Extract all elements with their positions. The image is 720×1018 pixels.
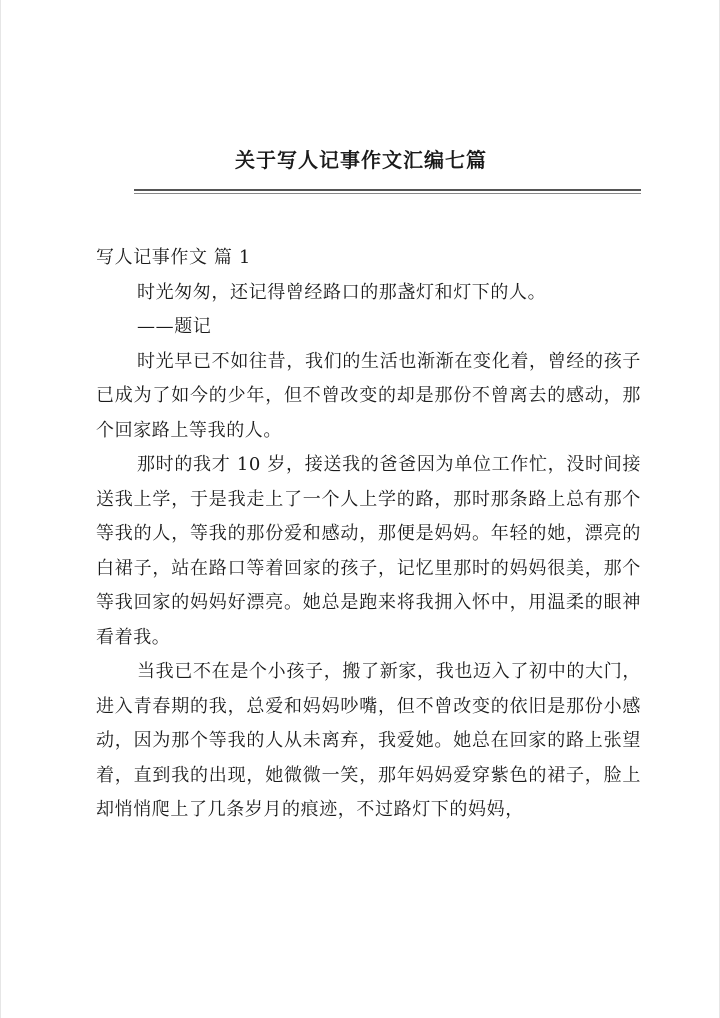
title-divider-thin [134, 193, 641, 194]
section-heading: 写人记事作文 篇 1 [96, 247, 251, 268]
paragraph: 时光早已不如往昔，我们的生活也渐渐在变化着，曾经的孩子已成为了如今的少年，但不曾改变的却是那份不曾离去的感动，那个回家路上等我的人。 [96, 350, 641, 441]
paragraph: 当我已不在是个小孩子，搬了新家，我也迈入了初中的大门，进入青春期的我，总爱和妈妈吵嘴，但不曾改变的依旧是那份小感动，因为那个等我的人从未离弃，我爱她。她总在回家的路上张望着，直到我的出现，她微微一笑，那年妈妈爱穿紫色的裙子，脸上却悄悄爬上了几条岁月的痕迹，不过路灯下的妈妈， [96, 661, 641, 820]
paragraph-epigraph-attribution: ——题记 [137, 316, 212, 337]
title-divider-thick [134, 189, 641, 191]
document-title: 关于写人记事作文汇编七篇 [235, 148, 487, 172]
paragraph: 那时的我才 10 岁，接送我的爸爸因为单位工作忙，没时间接送我上学，于是我走上了一个人上学的路，那时那条路上总有那个等我的人，等我的那份爱和感动，那便是妈妈。年轻的她，漂亮的白裙子，站在路口等着回家的孩子，记忆里那时的妈妈很美，那个等我回家的妈妈好漂亮。她总是跑来将我拥入怀中，用温柔的眼神看着我。 [96, 454, 641, 648]
document-body [96, 241, 641, 828]
paragraph-epigraph: 时光匆匆，还记得曾经路口的那盏灯和灯下的人。 [137, 281, 547, 303]
